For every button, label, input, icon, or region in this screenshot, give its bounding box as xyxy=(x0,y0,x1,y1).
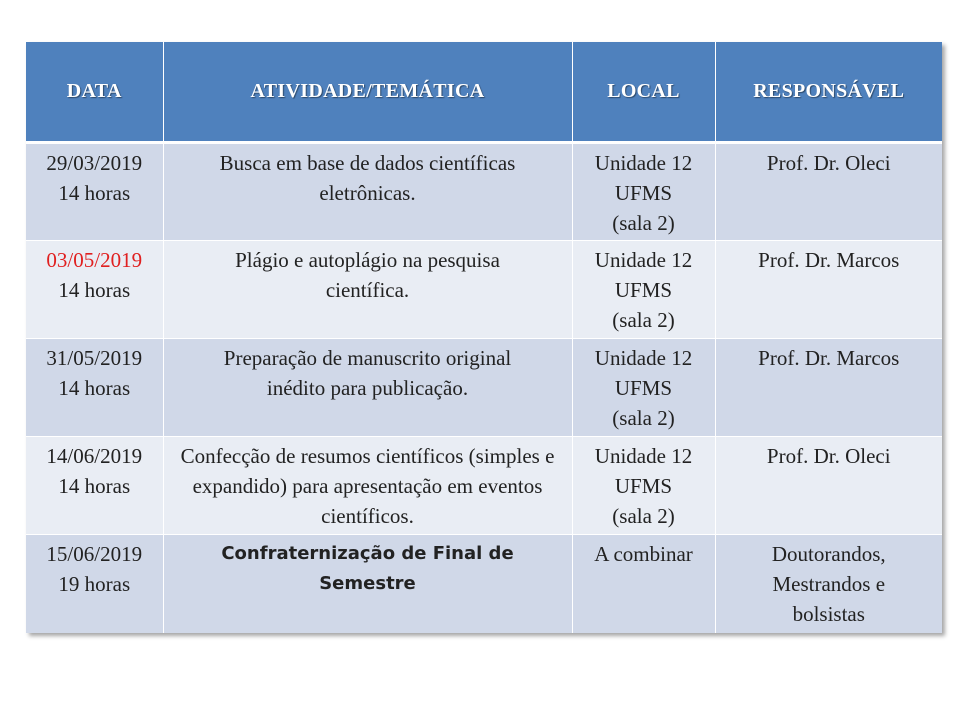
activity-text: Confecção de resumos científicos (simples e expandido) para apresentação em eventos científicos. xyxy=(180,444,555,528)
local-line-2: UFMS xyxy=(614,181,673,205)
local-line-1: Unidade 12 xyxy=(594,151,693,175)
time-text: 14 horas xyxy=(58,474,131,498)
local-line-1: Unidade 12 xyxy=(594,444,693,468)
local-line-2: UFMS xyxy=(614,278,673,302)
activity-cell xyxy=(163,241,572,339)
header-data: DATA xyxy=(26,42,163,143)
local-cell xyxy=(572,241,715,339)
responsible-cell xyxy=(715,339,942,437)
date-cell xyxy=(26,339,163,437)
header-responsavel: RESPONSÁVEL xyxy=(715,42,942,143)
activity-text: Busca em base de dados científicas eletrônicas. xyxy=(219,151,516,205)
activity-text: Preparação de manuscrito original inédito para publicação. xyxy=(223,346,512,400)
local-line-3: (sala 2) xyxy=(612,406,675,430)
time-text: 14 horas xyxy=(58,278,131,302)
table-row xyxy=(26,241,942,339)
schedule-table xyxy=(26,42,942,633)
activity-text: Confraternização de Final de Semestre xyxy=(221,543,514,594)
header-atividade: ATIVIDADE/TEMÁTICA xyxy=(163,42,572,143)
header-local: LOCAL xyxy=(572,42,715,143)
local-line-1: Unidade 12 xyxy=(594,346,693,370)
time-text: 14 horas xyxy=(58,376,131,400)
responsible-cell xyxy=(715,437,942,535)
table-row xyxy=(26,143,942,241)
local-line-3: (sala 2) xyxy=(612,504,675,528)
local-line-2: UFMS xyxy=(614,376,673,400)
responsible-cell xyxy=(715,241,942,339)
table-row xyxy=(26,535,942,633)
activity-cell xyxy=(163,535,572,633)
date-cell xyxy=(26,241,163,339)
local-cell xyxy=(572,339,715,437)
table-header-row xyxy=(26,42,942,143)
local-line-1: Unidade 12 xyxy=(594,248,693,272)
date-text: 14/06/2019 xyxy=(46,444,143,468)
responsible-text: Prof. Dr. Marcos xyxy=(758,346,900,370)
local-cell xyxy=(572,437,715,535)
table-row xyxy=(26,437,942,535)
activity-cell xyxy=(163,143,572,241)
responsible-text: Doutorandos, Mestrandos e bolsistas xyxy=(771,542,886,626)
responsible-cell xyxy=(715,535,942,633)
date-text-highlighted: 03/05/2019 xyxy=(46,248,143,272)
date-text: 29/03/2019 xyxy=(46,151,143,175)
activity-text: Plágio e autoplágio na pesquisa científica. xyxy=(235,248,500,302)
responsible-text: Prof. Dr. Marcos xyxy=(758,248,900,272)
responsible-cell xyxy=(715,143,942,241)
time-text: 14 horas xyxy=(58,181,131,205)
local-line-2: UFMS xyxy=(614,474,673,498)
time-text: 19 horas xyxy=(58,572,131,596)
date-cell xyxy=(26,535,163,633)
local-cell xyxy=(572,535,715,633)
local-cell xyxy=(572,143,715,241)
local-line-3: (sala 2) xyxy=(612,211,675,235)
local-line-1: A combinar xyxy=(594,542,693,566)
date-text: 15/06/2019 xyxy=(46,542,143,566)
responsible-text: Prof. Dr. Oleci xyxy=(766,444,891,468)
responsible-text: Prof. Dr. Oleci xyxy=(766,151,891,175)
table-row xyxy=(26,339,942,437)
date-cell xyxy=(26,143,163,241)
date-text: 31/05/2019 xyxy=(46,346,143,370)
activity-cell xyxy=(163,437,572,535)
activity-cell xyxy=(163,339,572,437)
local-line-3: (sala 2) xyxy=(612,308,675,332)
date-cell xyxy=(26,437,163,535)
